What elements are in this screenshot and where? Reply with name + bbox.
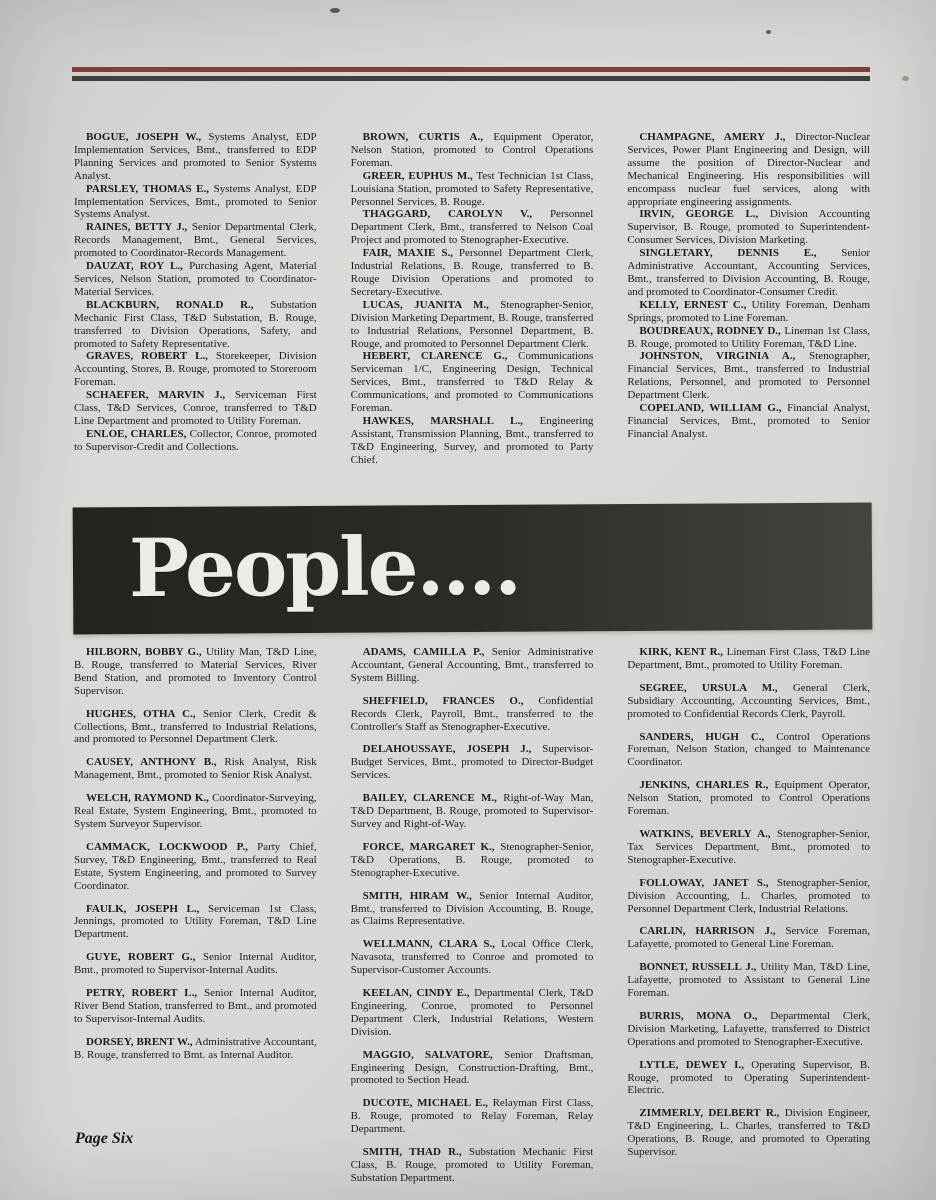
people-banner xyxy=(73,503,873,635)
top-rule-dark xyxy=(72,76,870,81)
personnel-entry: FORCE, MARGARET K., Stenographer-Senior, T&D Operations, B. Rouge, promoted to Stenographer-Executive. xyxy=(350,840,594,879)
personnel-entry: COPELAND, WILLIAM G., Financial Analyst, Financial Services, Bmt., promoted to Senior Financial Analyst. xyxy=(627,402,871,440)
personnel-entry: CARLIN, HARRISON J., Service Foreman, Lafayette, promoted to General Line Foreman. xyxy=(627,925,870,951)
person-name: BLACKBURN, RONALD R., xyxy=(86,298,254,311)
person-name: BONNET, RUSSELL J., xyxy=(639,961,757,974)
personnel-entry: PARSLEY, THOMAS E., Systems Analyst, EDP Implementation Services, Bmt., promoted to Senior Systems Analyst. xyxy=(74,182,317,221)
scan-speck xyxy=(902,76,909,81)
person-name: COPELAND, WILLIAM G., xyxy=(639,402,782,415)
personnel-entry: SEGREE, URSULA M., General Clerk, Subsidiary Accounting, Accounting Services, Bmt., promoted to Confidential Records Clerk, Payroll. xyxy=(627,681,871,720)
person-name: BURRIS, MONA O., xyxy=(639,1009,758,1022)
scan-speck xyxy=(330,8,340,13)
person-name: CAMMACK, LOCKWOOD P., xyxy=(86,840,248,853)
person-name: SEGREE, URSULA M., xyxy=(639,681,778,694)
personnel-entry: GUYE, ROBERT G., Senior Internal Auditor, Bmt., promoted to Supervisor-Internal Audits. xyxy=(74,951,317,977)
personnel-entry: PETRY, ROBERT L., Senior Internal Auditor, River Bend Station, transferred to Bmt., and promoted to Supervisor-Internal Audits. xyxy=(74,987,317,1025)
person-name: KELLY, ERNEST C., xyxy=(639,298,747,311)
person-name: HEBERT, CLARENCE G., xyxy=(362,350,508,363)
personnel-entry: LYTLE, DEWEY I., Operating Supervisor, B. Rouge, promoted to Operating Superintendent-Electric. xyxy=(627,1058,871,1097)
person-name: MAGGIO, SALVATORE, xyxy=(362,1048,493,1061)
personnel-entry: MAGGIO, SALVATORE, Senior Draftsman, Engineering Design, Construction-Drafting, Bmt., promoted to Section Head. xyxy=(350,1048,594,1087)
person-name: CARLIN, HARRISON J., xyxy=(639,925,776,938)
personnel-entry: DAUZAT, ROY L., Purchasing Agent, Material Services, Nelson Station, promoted to Coordinator-Material Services. xyxy=(74,260,317,298)
personnel-entry: SHEFFIELD, FRANCES O., Confidential Records Clerk, Payroll, Bmt., transferred to the Controller's Staff as Stenographer-Executive. xyxy=(350,694,594,733)
personnel-entry: HUGHES, OTHA C., Senior Clerk, Credit & Collections, Bmt., transferred to Industrial Relations, and promoted to Personnel Department Clerk. xyxy=(74,707,317,746)
person-name: DAUZAT, ROY L., xyxy=(86,260,183,273)
top-rule-red xyxy=(72,67,870,72)
person-name: ZIMMERLY, DELBERT R., xyxy=(639,1107,780,1120)
personnel-entry: CAMMACK, LOCKWOOD P., Party Chief, Survey, T&D Engineering, Bmt., transferred to Real Estate, System Engineering, and promoted to Survey Coordinator. xyxy=(74,840,317,892)
person-name: CAUSEY, ANTHONY B., xyxy=(86,756,217,769)
person-name: THAGGARD, CAROLYN V., xyxy=(362,208,533,221)
personnel-entry: DUCOTE, MICHAEL E., Relayman First Class, B. Rouge, promoted to Relay Foreman, Relay Department. xyxy=(350,1097,594,1136)
personnel-entry: FAIR, MAXIE S., Personnel Department Clerk, Industrial Relations, B. Rouge, transferred to B. Rouge Division Operations and promoted to Secretary-Executive. xyxy=(350,247,594,298)
page-number: Page Six xyxy=(75,1130,134,1147)
person-name: HUGHES, OTHA C., xyxy=(86,707,196,720)
top-column-3 xyxy=(627,131,870,467)
bottom-personnel-section xyxy=(74,646,870,1195)
personnel-entry: SMITH, HIRAM W., Senior Internal Auditor, Bmt., transferred to Division Accounting, B. Rouge, as Claims Representative. xyxy=(350,889,594,928)
personnel-entry: BONNET, RUSSELL J., Utility Man, T&D Line, Lafayette, promoted to Assistant to General Line Foreman. xyxy=(627,961,871,1000)
person-name: BROWN, CURTIS A., xyxy=(362,131,483,143)
person-name: PARSLEY, THOMAS E., xyxy=(86,182,210,195)
personnel-entry: BOUDREAUX, RODNEY D., Lineman 1st Class, B. Rouge, promoted to Utility Foreman, T&D Line. xyxy=(627,324,871,350)
person-name: GREER, EUPHUS M., xyxy=(362,169,473,182)
personnel-entry: HEBERT, CLARENCE G., Communications Serviceman 1/C, Engineering Design, Technical Services, Bmt., transferred to T&D Relay & Communications, and promoted to Communications Foreman. xyxy=(350,350,594,415)
personnel-entry: BLACKBURN, RONALD R., Substation Mechanic First Class, T&D Substation, B. Rouge, transferred to Division Operations, Safety, and promoted to Safety Representative. xyxy=(74,298,317,350)
person-name: SCHAEFER, MARVIN J., xyxy=(86,389,226,402)
personnel-entry: RAINES, BETTY J., Senior Departmental Clerk, Records Management, Bmt., General Services, promoted to Coordinator-Records Management. xyxy=(74,221,317,260)
personnel-entry: ADAMS, CAMILLA P., Senior Administrative Accountant, General Accounting, Bmt., transferred to System Billing. xyxy=(350,646,594,684)
personnel-entry: WELLMANN, CLARA S., Local Office Clerk, Navasota, transferred to Conroe and promoted to Supervisor-Customer Accounts. xyxy=(350,938,594,977)
person-name: DELAHOUSSAYE, JOSEPH J., xyxy=(362,743,532,756)
person-name: FORCE, MARGARET K., xyxy=(362,840,495,853)
person-name: DUCOTE, MICHAEL E., xyxy=(362,1097,488,1110)
personnel-entry: KEELAN, CINDY E., Departmental Clerk, T&D Engineering, Conroe, promoted to Personnel Department Clerk, Industrial Relations, Western Division. xyxy=(350,987,594,1038)
personnel-entry: CAUSEY, ANTHONY B., Risk Analyst, Risk Management, Bmt., promoted to Senior Risk Analyst. xyxy=(74,756,317,782)
personnel-entry: THAGGARD, CAROLYN V., Personnel Department Clerk, Bmt., transferred to Nelson Coal Project and promoted to Stenographer-Executive. xyxy=(350,208,594,247)
person-name: ENLOE, CHARLES, xyxy=(86,427,187,440)
person-name: RAINES, BETTY J., xyxy=(86,221,188,234)
person-name: FOLLOWAY, JANET S., xyxy=(639,876,769,889)
bottom-column-1 xyxy=(74,646,317,1195)
personnel-entry: ZIMMERLY, DELBERT R., Division Engineer, T&D Engineering, L. Charles, transferred to T&D Operations, B. Rouge, and promoted to Operating Supervisor. xyxy=(627,1107,871,1159)
personnel-entry: WELCH, RAYMOND K., Coordinator-Surveying, Real Estate, System Engineering, Bmt., promoted to System Surveyor Supervisor. xyxy=(74,792,317,830)
personnel-entry: KELLY, ERNEST C., Utility Foreman, Denham Springs, promoted to Line Foreman. xyxy=(627,298,871,324)
personnel-entry: BURRIS, MONA O., Departmental Clerk, Division Marketing, Lafayette, transferred to District Operations and promoted to Stenographer-Executive. xyxy=(627,1009,871,1048)
person-name: DORSEY, BRENT W., xyxy=(86,1035,193,1048)
person-name: WATKINS, BEVERLY A., xyxy=(639,827,771,840)
personnel-entry: GRAVES, ROBERT L., Storekeeper, Division Accounting, Stores, B. Rouge, promoted to Storeroom Foreman. xyxy=(74,350,317,389)
personnel-entry: CHAMPAGNE, AMERY J., Director-Nuclear Services, Power Plant Engineering and Design, will assume the position of Director-Nuclear and Mechanical Engineering. His responsibilities will encompass nuclear fuel services, along with appropriate engineering assignments. xyxy=(627,131,871,208)
personnel-entry: BAILEY, CLARENCE M., Right-of-Way Man, T&D Department, B. Rouge, promoted to Supervisor-Survey and Right-of-Way. xyxy=(350,792,594,830)
person-name: SHEFFIELD, FRANCES O., xyxy=(362,694,524,707)
person-name: WELCH, RAYMOND K., xyxy=(86,792,209,805)
person-name: BOGUE, JOSEPH W., xyxy=(86,131,202,143)
person-name: GRAVES, ROBERT L., xyxy=(86,350,208,363)
person-name: SMITH, HIRAM W., xyxy=(362,889,472,902)
person-name: SANDERS, HUGH C., xyxy=(639,730,765,743)
personnel-entry: BOGUE, JOSEPH W., Systems Analyst, EDP Implementation Services, Bmt., transferred to EDP Planning Services and promoted to Senior Systems Analyst. xyxy=(74,131,317,182)
person-name: IRVIN, GEORGE L., xyxy=(639,208,759,221)
personnel-entry: JENKINS, CHARLES R., Equipment Operator, Nelson Station, promoted to Control Operations Foreman. xyxy=(627,779,871,818)
person-name: SINGLETARY, DENNIS E., xyxy=(639,247,817,260)
personnel-entry: JOHNSTON, VIRGINIA A., Stenographer, Financial Services, Bmt., transferred to Industrial Relations, Personnel, and promoted to Personnel Department Clerk. xyxy=(627,350,871,402)
person-name: KEELAN, CINDY E., xyxy=(362,987,470,1000)
banner-title: People.... xyxy=(128,518,521,615)
personnel-entry: KIRK, KENT R., Lineman First Class, T&D Line Department, Bmt., promoted to Utility Foreman. xyxy=(627,646,871,671)
personnel-entry: DELAHOUSSAYE, JOSEPH J., Supervisor-Budget Services, Bmt., promoted to Director-Budget Services. xyxy=(350,743,594,782)
personnel-entry: GREER, EUPHUS M., Test Technician 1st Class, Louisiana Station, promoted to Safety Representative, Personnel Services, B. Rouge. xyxy=(350,169,594,208)
personnel-entry: SANDERS, HUGH C., Control Operations Foreman, Nelson Station, changed to Maintenance Coordinator. xyxy=(627,730,871,769)
personnel-entry: DORSEY, BRENT W., Administrative Accountant, B. Rouge, transferred to Bmt. as Internal Auditor. xyxy=(74,1035,317,1061)
person-name: BOUDREAUX, RODNEY D., xyxy=(639,324,781,337)
top-personnel-section xyxy=(74,131,870,467)
person-name: SMITH, THAD R., xyxy=(362,1146,462,1159)
person-name: CHAMPAGNE, AMERY J., xyxy=(639,131,786,143)
person-name: JOHNSTON, VIRGINIA A., xyxy=(639,350,796,363)
person-name: HILBORN, BOBBY G., xyxy=(86,646,202,658)
person-name: FAULK, JOSEPH L., xyxy=(86,902,200,915)
person-name: HAWKES, MARSHALL L., xyxy=(362,414,523,427)
bottom-column-2 xyxy=(351,646,594,1195)
personnel-entry: FOLLOWAY, JANET S., Stenographer-Senior, Division Accounting, L. Charles, promoted to Personnel Department Clerk, Industrial Relations. xyxy=(627,876,871,915)
personnel-entry: BROWN, CURTIS A., Equipment Operator, Nelson Station, promoted to Control Operations Foreman. xyxy=(350,131,594,169)
personnel-entry: ENLOE, CHARLES, Collector, Conroe, promoted to Supervisor-Credit and Collections. xyxy=(74,427,317,453)
personnel-entry: SINGLETARY, DENNIS E., Senior Administrative Accountant, Accounting Services, Bmt., transferred to Division Accounting, B. Rouge, and promoted to Coordinator-Consumer Credit. xyxy=(627,247,871,298)
person-name: LYTLE, DEWEY I., xyxy=(639,1058,744,1071)
person-name: LUCAS, JUANITA M., xyxy=(362,298,489,311)
person-name: GUYE, ROBERT G., xyxy=(86,951,196,964)
person-name: KIRK, KENT R., xyxy=(639,646,724,658)
scan-speck xyxy=(766,30,771,34)
person-name: JENKINS, CHARLES R., xyxy=(639,779,769,792)
bottom-column-3 xyxy=(627,646,870,1195)
personnel-entry: FAULK, JOSEPH L., Serviceman 1st Class, Jennings, promoted to Utility Foreman, T&D Line Department. xyxy=(74,902,317,941)
person-name: FAIR, MAXIE S., xyxy=(362,247,453,260)
person-name: BAILEY, CLARENCE M., xyxy=(362,792,497,805)
person-name: WELLMANN, CLARA S., xyxy=(362,938,495,951)
personnel-entry: SCHAEFER, MARVIN J., Serviceman First Class, T&D Services, Conroe, transferred to T&D Line Department and promoted to Utility Foreman. xyxy=(74,389,317,427)
personnel-entry: HAWKES, MARSHALL L., Engineering Assistant, Transmission Planning, Bmt., transferred to T&D Engineering, Survey, and promoted to Party Chief. xyxy=(350,414,594,466)
personnel-entry: LUCAS, JUANITA M., Stenographer-Senior, Division Marketing Department, B. Rouge, transferred to Industrial Relations, Personnel Department, B. Rouge, and promoted to Personnel Department Clerk. xyxy=(350,298,594,350)
top-column-2 xyxy=(351,131,594,467)
personnel-entry: WATKINS, BEVERLY A., Stenographer-Senior, Tax Services Department, Bmt., promoted to Stenographer-Executive. xyxy=(627,827,871,866)
personnel-entry: IRVIN, GEORGE L., Division Accounting Supervisor, B. Rouge, promoted to Superintendent-Consumer Services, Division Marketing. xyxy=(627,208,871,247)
person-name: PETRY, ROBERT L., xyxy=(86,987,198,1000)
personnel-entry: HILBORN, BOBBY G., Utility Man, T&D Line, B. Rouge, transferred to Material Services, River Bend Station, and promoted to Inventory Control Supervisor. xyxy=(74,646,317,697)
top-column-1 xyxy=(74,131,317,467)
personnel-entry: SMITH, THAD R., Substation Mechanic First Class, B. Rouge, promoted to Utility Foreman, Substation Department. xyxy=(350,1146,594,1184)
person-name: ADAMS, CAMILLA P., xyxy=(362,646,485,658)
